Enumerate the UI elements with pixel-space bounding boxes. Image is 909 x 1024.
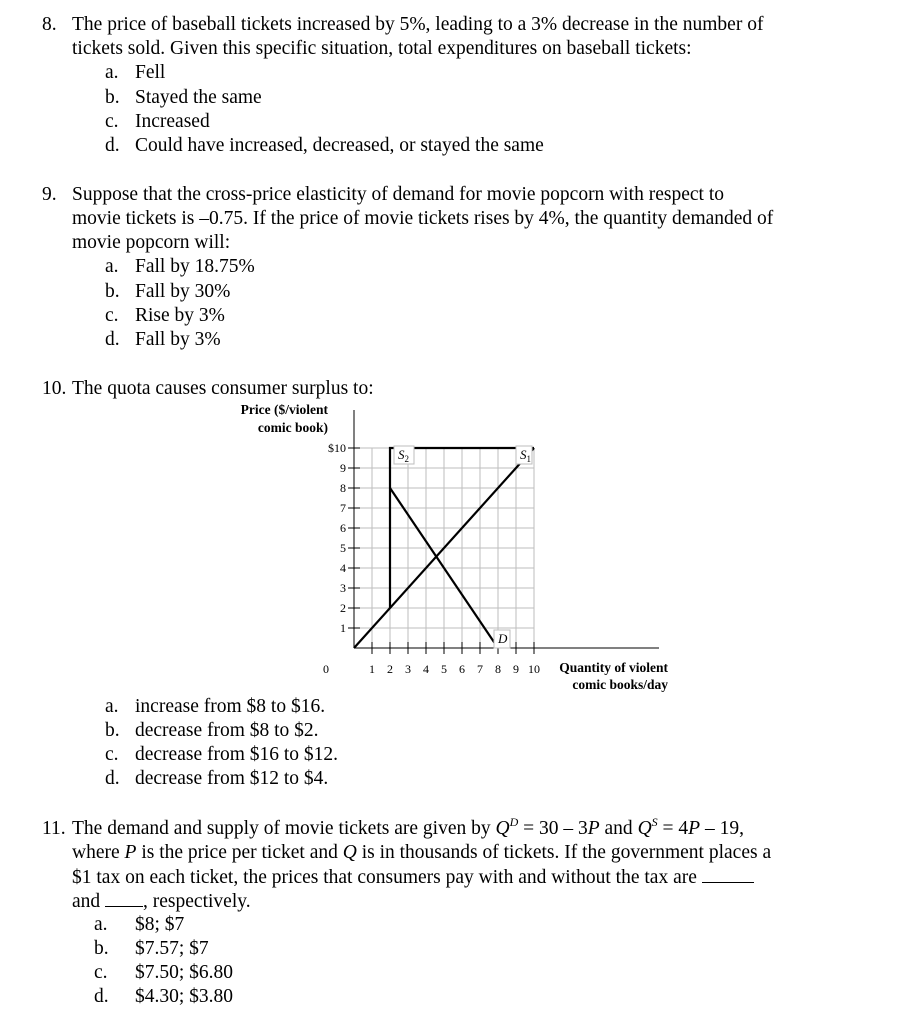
- x-axis-title-line-1: Quantity of violent: [559, 660, 668, 675]
- q9-option-b-text: Fall by 30%: [135, 281, 231, 302]
- x-tick-label-6: 6: [459, 662, 465, 676]
- series-label-d: D: [498, 631, 508, 646]
- q8-number: 8.: [42, 14, 57, 35]
- q8-option-c-text: Increased: [135, 111, 210, 132]
- q11-option-b-text: $7.57; $7: [135, 938, 209, 959]
- y-tick-label-2: 2: [340, 601, 346, 615]
- q10-option-b-text: decrease from $8 to $2.: [135, 720, 319, 741]
- series-label-s1: $S_1$: [520, 447, 531, 464]
- series-label-s2: $S_2$: [398, 447, 409, 464]
- x-axis-title-line-2: comic books/day: [572, 677, 668, 692]
- x-tick-label-7: 7: [477, 662, 483, 676]
- x-tick-label-5: 5: [441, 662, 447, 676]
- q9-stem-line-1: Suppose that the cross-price elasticity of demand for movie popcorn with respect to: [72, 184, 724, 205]
- q10-option-c-letter: c.: [105, 744, 119, 765]
- q11-number: 11.: [42, 818, 66, 839]
- y-tick-label-8: 8: [340, 481, 346, 495]
- q11-line3-text: $1 tax on each ticket, the prices that consumers pay with and without the tax are: [72, 867, 697, 888]
- q9-option-b-letter: b.: [105, 281, 120, 302]
- q8-option-c-letter: c.: [105, 111, 119, 132]
- q9-option-a-text: Fall by 18.75%: [135, 256, 255, 277]
- q11-stem-line-1: [72, 817, 744, 841]
- q8-option-b-letter: b.: [105, 87, 120, 108]
- y-tick-label-10: $10: [328, 441, 346, 455]
- q10-option-d-text: decrease from $12 to $4.: [135, 768, 329, 789]
- y-tick-label-9: 9: [340, 461, 346, 475]
- x-tick-label-3: 3: [405, 662, 411, 676]
- q9-option-a-letter: a.: [105, 256, 119, 277]
- q11-option-c-text: $7.50; $6.80: [135, 962, 234, 983]
- q11-line1-part-b: = 30 – 3: [518, 818, 588, 839]
- x-tick-label-9: 9: [513, 662, 519, 676]
- y-tick-label-7: 7: [340, 501, 346, 515]
- q11-p-symbol-3: P: [124, 842, 137, 863]
- origin-label: 0: [323, 662, 329, 676]
- q9-option-c-text: Rise by 3%: [135, 305, 225, 326]
- q11-line1-part-c: and: [599, 818, 638, 839]
- q11-blank-2: [105, 889, 143, 907]
- y-tick-label-6: 6: [340, 521, 346, 535]
- q10-option-c-text: decrease from $16 to $12.: [135, 744, 339, 765]
- y-tick-label-1: 1: [340, 621, 346, 635]
- q9-option-d-letter: d.: [105, 329, 120, 350]
- q9-stem-line-3: movie popcorn will:: [72, 232, 231, 253]
- q11-qs-symbol: Q: [637, 818, 652, 839]
- q9-option-d-text: Fall by 3%: [135, 329, 221, 350]
- quota-chart-svg: [220, 398, 690, 698]
- q8-stem-line-2: tickets sold. Given this specific situation, total expenditures on baseball tickets:: [72, 38, 692, 59]
- q8-option-d-text: Could have increased, decreased, or stayed the same: [135, 135, 544, 156]
- q11-p-symbol-2: P: [688, 818, 701, 839]
- q11-stem-line-3: [72, 865, 754, 890]
- q9-number: 9.: [42, 184, 57, 205]
- y-tick-label-4: 4: [340, 561, 346, 575]
- q11-option-c-letter: c.: [94, 962, 108, 983]
- q9-stem-line-2: movie tickets is –0.75. If the price of movie tickets rises by 4%, the quantity demanded of: [72, 208, 774, 229]
- q11-line1-part-a: The demand and supply of movie tickets are given by: [72, 818, 496, 839]
- q8-option-a-text: Fell: [135, 62, 166, 83]
- x-tick-label-2: 2: [387, 662, 393, 676]
- q11-p-symbol-1: P: [587, 818, 600, 839]
- q11-line1-part-d: = 4: [657, 818, 689, 839]
- q8-stem-line-1: The price of baseball tickets increased by 5%, leading to a 3% decrease in the number of: [72, 14, 764, 35]
- q11-option-a-text: $8; $7: [135, 914, 185, 935]
- q8-option-a-letter: a.: [105, 62, 119, 83]
- x-tick-label-4: 4: [423, 662, 429, 676]
- y-axis-title-line-2: comic book): [257, 420, 328, 435]
- q11-option-b-letter: b.: [94, 938, 109, 959]
- y-tick-label-5: 5: [340, 541, 346, 555]
- q11-stem-line-2: [72, 841, 771, 865]
- y-tick-label-3: 3: [340, 581, 346, 595]
- q11-option-d-letter: d.: [94, 986, 109, 1007]
- q10-stem: The quota causes consumer surplus to:: [72, 378, 374, 399]
- q11-line4-part-b: , respectively.: [143, 891, 251, 912]
- q10-option-a-text: increase from $8 to $16.: [135, 696, 326, 717]
- q11-line2-part-c: is in thousands of tickets. If the government places a: [356, 842, 772, 863]
- q8-option-d-letter: d.: [105, 135, 120, 156]
- q10-option-b-letter: b.: [105, 720, 120, 741]
- q11-line2-part-a: where: [72, 842, 125, 863]
- q11-option-d-text: $4.30; $3.80: [135, 986, 234, 1007]
- q11-q-symbol: Q: [342, 842, 357, 863]
- q11-line2-part-b: is the price per ticket and: [136, 842, 343, 863]
- y-axis-title-line-1: Price ($/violent: [240, 402, 328, 417]
- x-tick-label-8: 8: [495, 662, 501, 676]
- q11-stem-line-4: [72, 889, 251, 914]
- q11-qd-symbol: Q: [495, 818, 510, 839]
- q11-qd-superscript: D: [509, 815, 519, 829]
- q8-option-b-text: Stayed the same: [135, 87, 262, 108]
- q11-line4-part-a: and: [72, 891, 101, 912]
- x-tick-label-10: 10: [528, 662, 540, 676]
- q10-option-a-letter: a.: [105, 696, 119, 717]
- q11-option-a-letter: a.: [94, 914, 108, 935]
- q10-number: 10.: [42, 378, 67, 399]
- q11-blank-1: [702, 865, 754, 883]
- x-tick-label-1: 1: [369, 662, 375, 676]
- quota-chart: [220, 398, 690, 698]
- q10-option-d-letter: d.: [105, 768, 120, 789]
- q11-qs-superscript: S: [651, 815, 658, 829]
- q9-option-c-letter: c.: [105, 305, 119, 326]
- q11-line1-part-e: – 19,: [700, 818, 744, 839]
